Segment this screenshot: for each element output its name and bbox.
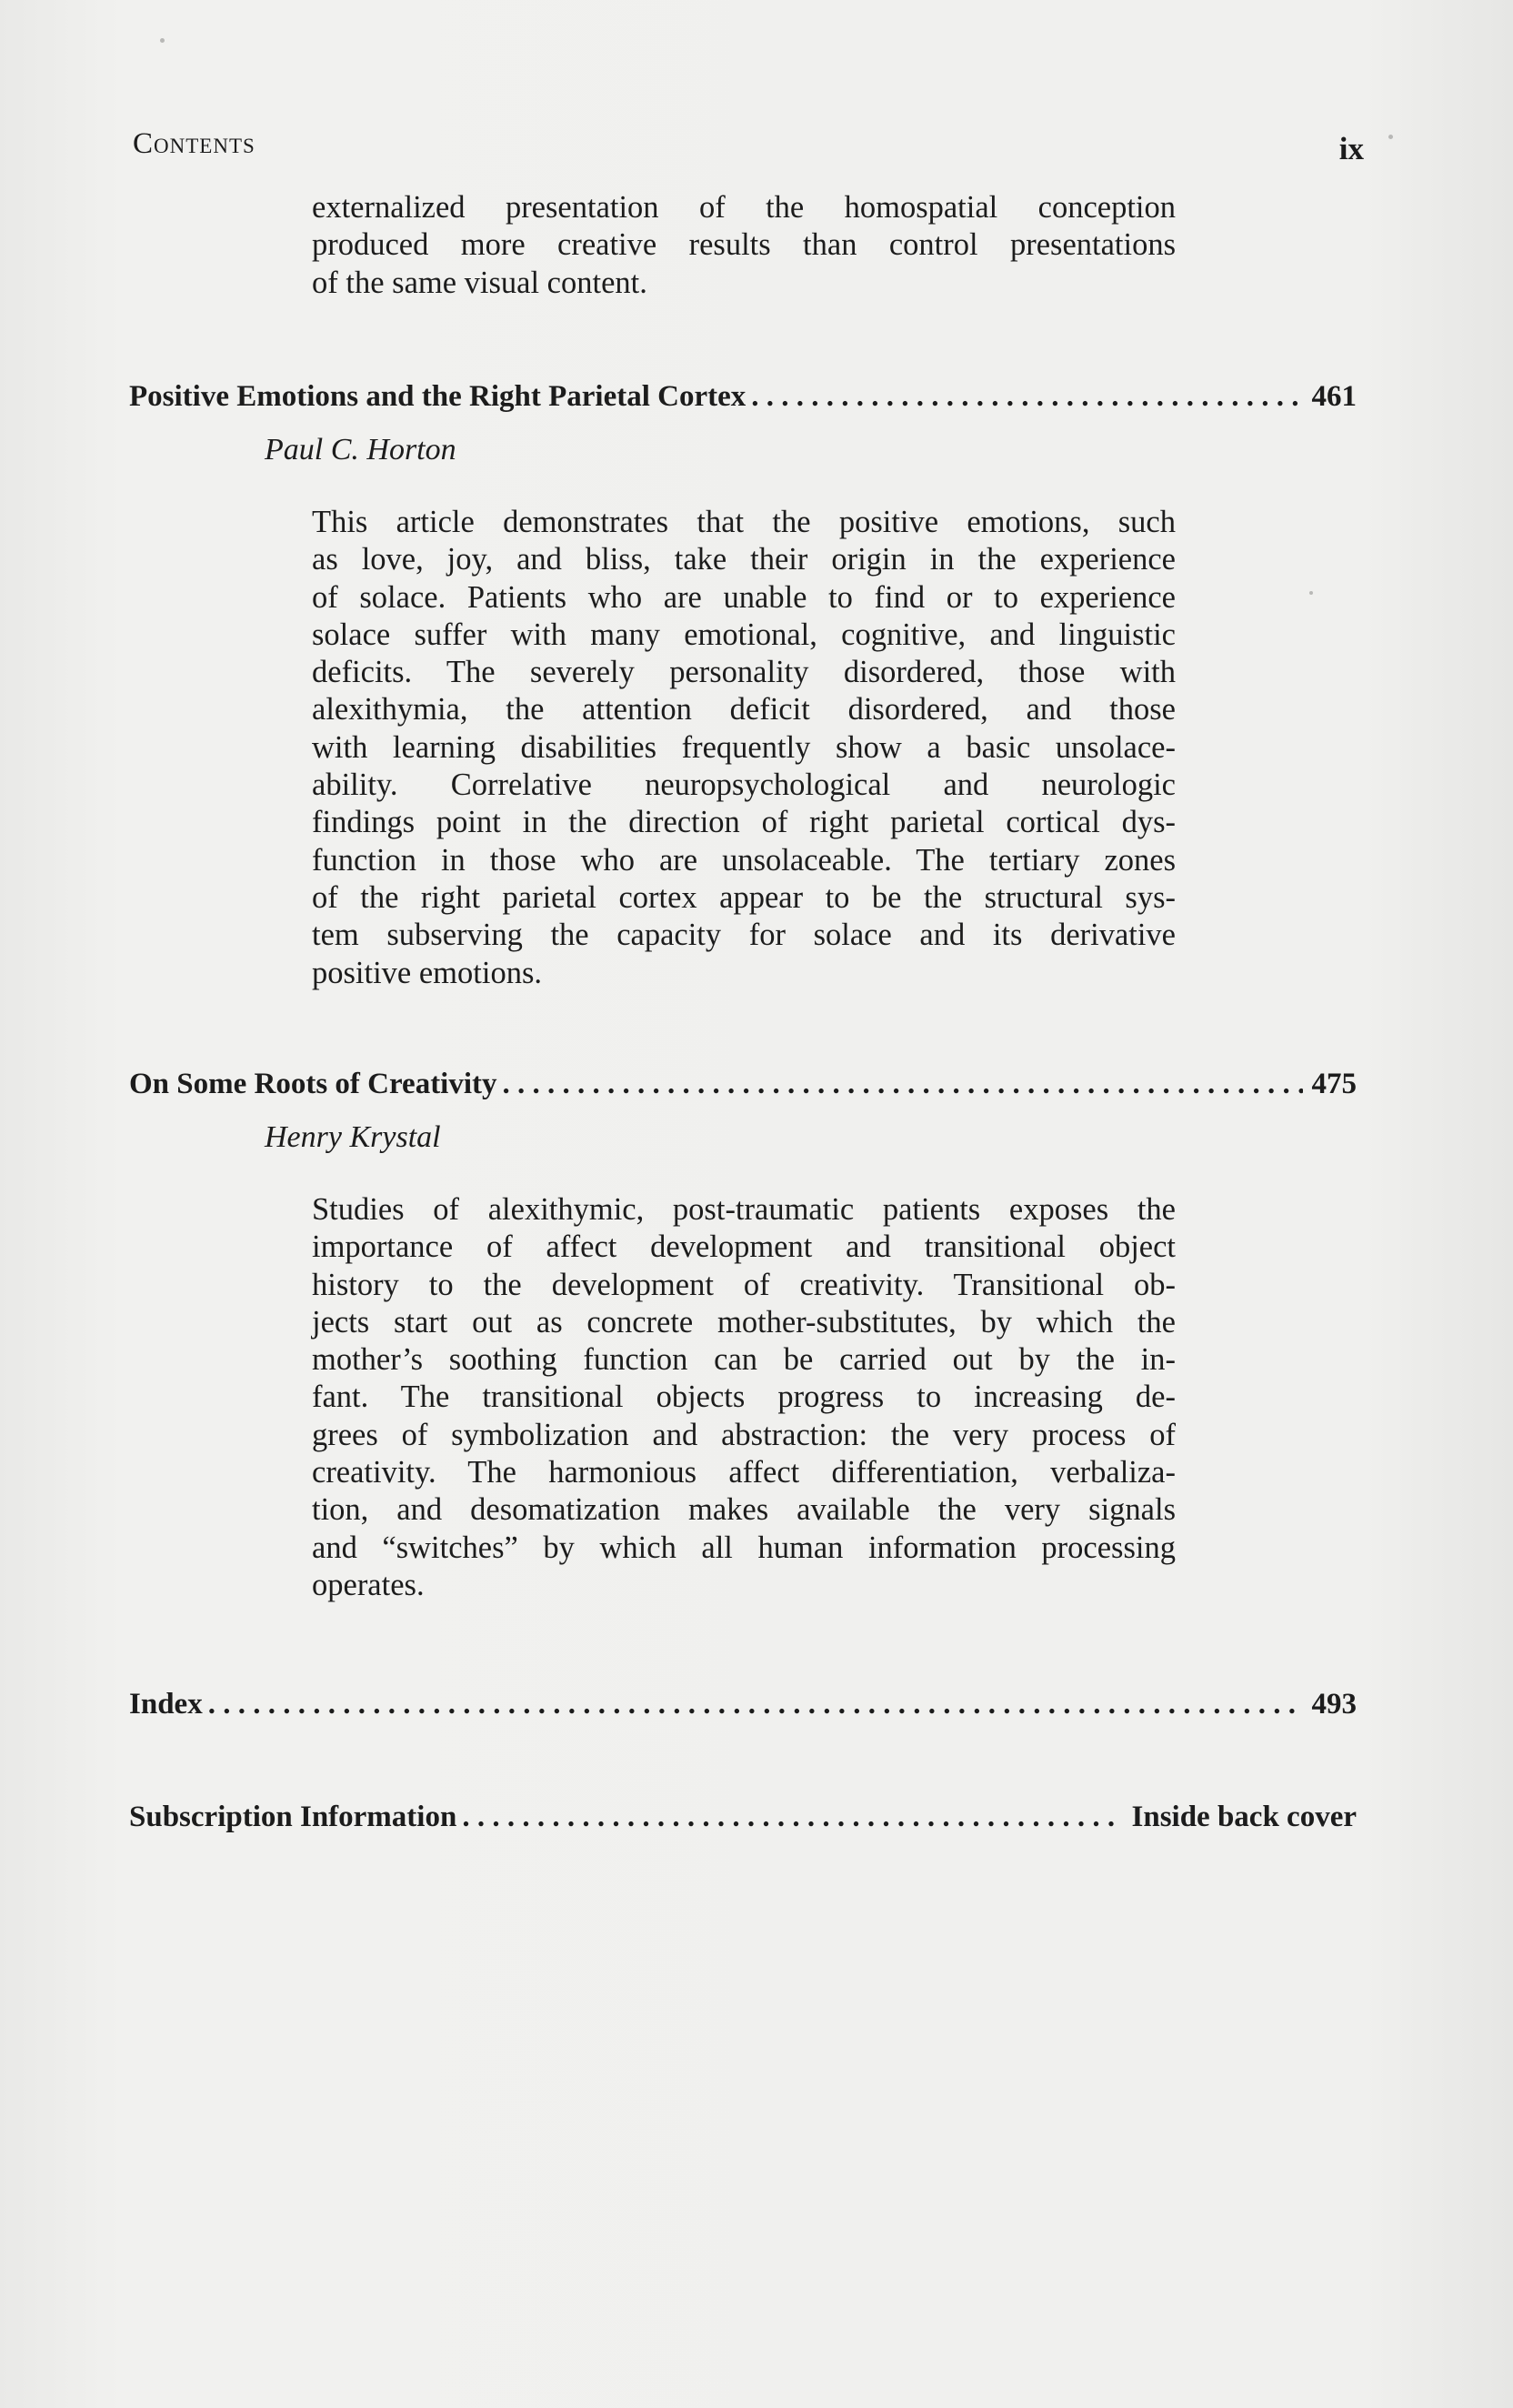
toc-entry-index[interactable] (129, 1688, 1357, 1721)
running-head: Contents (133, 127, 256, 160)
text-line: solace suffer with many emotional, cognitive, and linguistic (312, 617, 1176, 652)
text-line: history to the development of creativity. Transitional ob- (312, 1267, 1176, 1302)
text-line: function in those who are unsolaceable. The tertiary zones (312, 842, 1176, 878)
text-line: operates. (312, 1567, 425, 1602)
entry-page: 493 (1311, 1688, 1357, 1721)
dot-leader (751, 380, 1302, 414)
entry-title: Positive Emotions and the Right Parietal Cortex (129, 380, 746, 413)
entry-author: Henry Krystal (265, 1120, 441, 1154)
entry-abstract (312, 1191, 1176, 1604)
page-number: ix (1338, 131, 1364, 166)
text-line: of the right parietal cortex appear to be the structural sys- (312, 879, 1176, 915)
text-line: positive emotions. (312, 955, 542, 990)
paper-speck (1388, 135, 1393, 139)
text-line: deficits. The severely personality disordered, those with (312, 655, 1176, 690)
text-line: alexithymia, the attention deficit disordered, and those (312, 692, 1176, 727)
text-line: grees of symbolization and abstraction: the very process of (312, 1417, 1176, 1452)
text-line: Studies of alexithymic, post-traumatic patients exposes the (312, 1192, 1176, 1227)
entry-page: Inside back cover (1131, 1801, 1357, 1833)
toc-entry-subscription-information[interactable] (129, 1801, 1357, 1834)
text-line: mother’s soothing function can be carried out by the in- (312, 1342, 1176, 1378)
text-line: of the same visual content. (312, 265, 647, 300)
text-line: tem subserving the capacity for solace and its derivative (312, 918, 1176, 953)
text-line: creativity. The harmonious affect differentiation, verbaliza- (312, 1455, 1176, 1490)
text-line: of solace. Patients who are unable to find or to experience (312, 579, 1176, 615)
paper-speck (1309, 591, 1313, 595)
dot-leader (462, 1801, 1122, 1834)
entry-page: 461 (1311, 380, 1357, 413)
dot-leader (503, 1068, 1303, 1101)
text-line: tion, and desomatization makes available the very signals (312, 1492, 1176, 1528)
text-line: fant. The transitional objects progress to increasing de- (312, 1380, 1176, 1415)
text-line: produced more creative results than control presentations (312, 227, 1176, 263)
entry-title: Index (129, 1688, 203, 1721)
entry-abstract (312, 504, 1176, 992)
toc-entry-roots-of-creativity[interactable] (129, 1068, 1357, 1101)
text-line: jects start out as concrete mother-substitutes, by which the (312, 1304, 1176, 1339)
text-line: findings point in the direction of right parietal cortical dys- (312, 805, 1176, 840)
toc-entry-positive-emotions[interactable] (129, 380, 1357, 414)
text-line: externalized presentation of the homospatial conception (312, 190, 1176, 225)
dot-leader (208, 1688, 1303, 1721)
text-line: ability. Correlative neuropsychological and neurologic (312, 768, 1176, 803)
text-line: as love, joy, and bliss, take their origin in the experience (312, 542, 1176, 577)
entry-page: 475 (1311, 1068, 1357, 1100)
text-line: and “switches” by which all human information processing (312, 1530, 1176, 1565)
entry-title: Subscription Information (129, 1801, 457, 1833)
text-line: importance of affect development and transitional object (312, 1229, 1176, 1265)
text-line: This article demonstrates that the positive emotions, such (312, 505, 1176, 539)
intro-paragraph (312, 189, 1176, 302)
paper-speck (160, 38, 165, 43)
entry-author: Paul C. Horton (265, 433, 456, 467)
entry-title: On Some Roots of Creativity (129, 1068, 497, 1100)
text-line: with learning disabilities frequently show a basic unsolace- (312, 729, 1176, 765)
